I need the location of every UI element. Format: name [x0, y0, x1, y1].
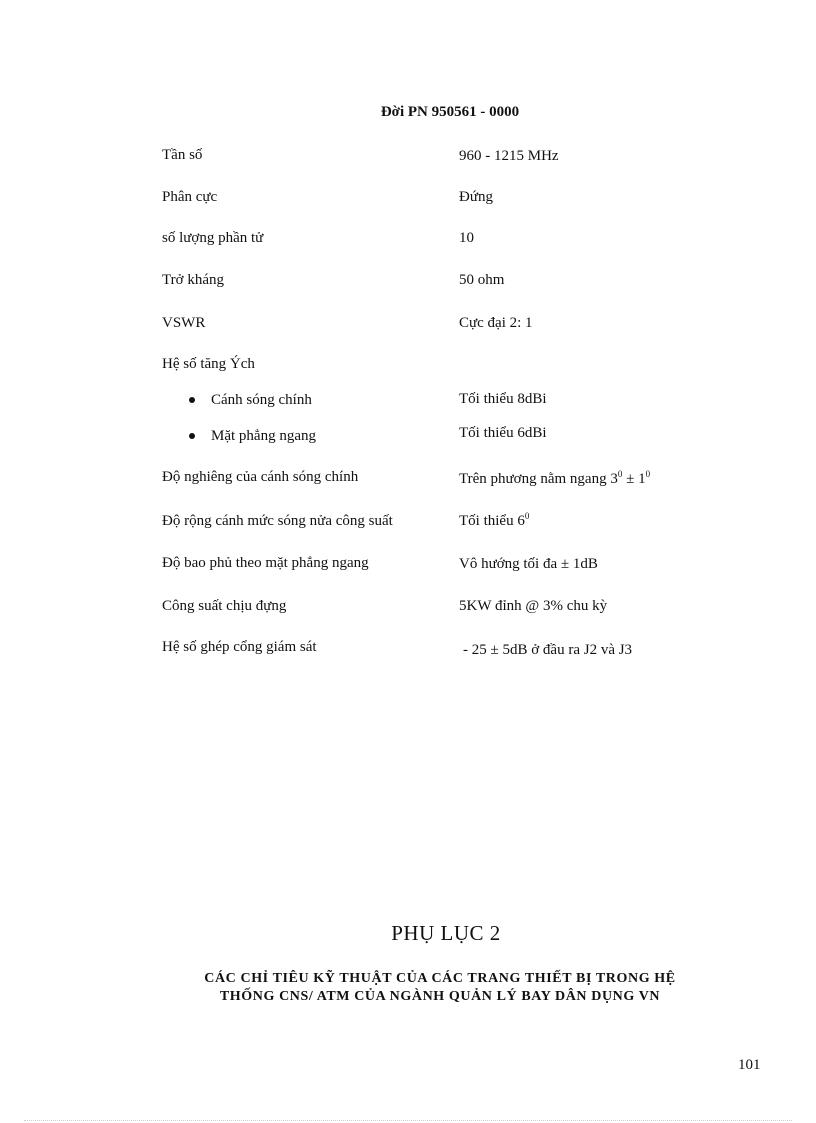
- spec-label-frequency: Tần số: [162, 147, 203, 163]
- spec-value-half-power-beamwidth: Tối thiểu $6^0$: [459, 511, 530, 529]
- model-title: Đời PN 950561 - 0000: [380, 104, 520, 120]
- spec-value-impedance: 50 ohm: [459, 272, 505, 288]
- spec-label-element-count: số lượng phần tử: [162, 230, 264, 246]
- appendix-subtitle-line2: THỐNG CNS/ ATM CỦA NGÀNH QUẢN LÝ BAY DÂN DỤNG VN: [219, 989, 661, 1004]
- bullet-icon: [189, 433, 195, 439]
- spec-label-impedance: Trở kháng: [162, 272, 224, 288]
- spec-value-monitor-coupling: - 25 ± 5dB ở đầu ra J2 và J3: [463, 642, 633, 658]
- spec-label-horizontal-coverage: Độ bao phủ theo mặt phẳng ngang: [162, 555, 369, 571]
- gain-value-horizontal-plane: Tối thiểu 6dBi: [459, 425, 547, 441]
- spec-value-polarization: Đứng: [459, 189, 493, 205]
- spec-label-half-power-beamwidth: Độ rộng cánh mức sóng nửa công suất: [162, 513, 393, 529]
- gain-label-horizontal-plane: Mặt phẳng ngang: [211, 428, 316, 444]
- spec-label-vswr: VSWR: [162, 315, 206, 331]
- spec-label-beam-tilt: Độ nghiêng của cánh sóng chính: [162, 469, 359, 485]
- spec-value-frequency: 960 - 1215 MHz: [459, 148, 559, 164]
- appendix-subtitle-line1: CÁC CHỈ TIÊU KỸ THUẬT CỦA CÁC TRANG THIẾT BỊ TRONG HỆ: [204, 971, 676, 986]
- page-number: 101: [738, 1057, 761, 1073]
- bullet-icon: [189, 397, 195, 403]
- spec-label-power-handling: Công suất chịu đựng: [162, 598, 287, 614]
- spec-value-horizontal-coverage: Vô hướng tối đa ± 1dB: [459, 556, 598, 572]
- spec-value-power-handling: 5KW đỉnh @ 3% chu kỳ: [459, 598, 608, 614]
- spec-value-beam-tilt: Trên phương nằm ngang $3^0 \pm 1^0$: [459, 469, 651, 487]
- spec-label-monitor-coupling: Hệ số ghép cổng giám sát: [162, 639, 317, 655]
- gain-label-main-lobe: Cánh sóng chính: [211, 392, 312, 408]
- spec-label-gain: Hệ số tăng Ých: [162, 356, 255, 372]
- spec-value-element-count: 10: [459, 230, 474, 246]
- footer-divider: [24, 1120, 792, 1121]
- spec-value-vswr: Cực đại 2: 1: [459, 315, 533, 331]
- gain-value-main-lobe: Tối thiểu 8dBi: [459, 391, 547, 407]
- appendix-title: PHỤ LỤC 2: [391, 921, 501, 945]
- spec-label-polarization: Phân cực: [162, 189, 218, 205]
